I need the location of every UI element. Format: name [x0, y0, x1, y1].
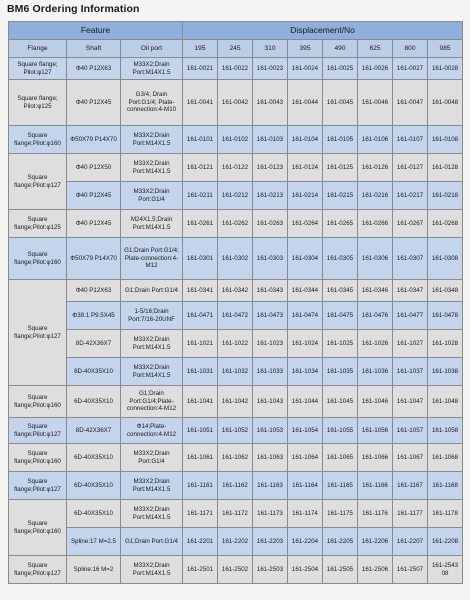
part-number-cell: 161-0042 — [218, 80, 253, 126]
shaft-cell: Spline:17 M=2.5 — [67, 528, 121, 556]
part-number-cell: 161-1025 — [323, 330, 358, 358]
part-number-cell: 161-1038 — [428, 358, 463, 386]
part-number-cell: 161-0025 — [323, 58, 358, 80]
part-number-cell: 161-2507 — [393, 556, 428, 584]
part-number-cell: 161-0213 — [253, 182, 288, 210]
part-number-cell: 161-0043 — [253, 80, 288, 126]
part-number-cell: 161-0214 — [288, 182, 323, 210]
part-number-cell: 161-1176 — [358, 500, 393, 528]
part-number-cell: 161-0127 — [393, 154, 428, 182]
part-number-cell: 161-1031 — [183, 358, 218, 386]
page-title: BM6 Ordering Information — [7, 3, 140, 15]
flange-cell: Square flange;Pilot:φ127 — [9, 154, 67, 210]
part-number-cell: 161-1067 — [393, 444, 428, 472]
size-column-header: 490 — [323, 40, 358, 58]
part-number-cell: 161-1036 — [358, 358, 393, 386]
part-number-cell: 161-2204 — [288, 528, 323, 556]
table-row — [9, 358, 463, 386]
part-number-cell: 161-1052 — [218, 418, 253, 444]
size-column-header: 310 — [253, 40, 288, 58]
part-number-cell: 161-0048 — [428, 80, 463, 126]
part-number-cell: 161-0027 — [393, 58, 428, 80]
part-number-cell: 161-0265 — [323, 210, 358, 238]
part-number-cell: 161-0345 — [323, 280, 358, 302]
flange-cell: Square flange;Pilot:φ127 — [9, 280, 67, 386]
part-number-cell: 161-2207 — [393, 528, 428, 556]
part-number-cell: 161-1174 — [288, 500, 323, 528]
part-number-cell: 161-0346 — [358, 280, 393, 302]
shaft-cell: Φ40 P12X63 — [67, 280, 121, 302]
table-row — [9, 386, 463, 418]
part-number-cell: 161-0102 — [218, 126, 253, 154]
oil-port-cell: G1;Drain Port:G1/4;Plate-connection:4-M12 — [121, 386, 183, 418]
shaft-cell: Spline:16 M=2 — [67, 556, 121, 584]
part-number-cell: 161-0047 — [393, 80, 428, 126]
part-number-cell: 161-2203 — [253, 528, 288, 556]
shaft-cell: 8D-40X35X10 — [67, 358, 121, 386]
feature-header: Feature — [9, 22, 183, 40]
header-row-columns — [9, 40, 463, 58]
part-number-cell: 161-0268 — [428, 210, 463, 238]
part-number-cell: 161-0101 — [183, 126, 218, 154]
part-number-cell: 161-2202 — [218, 528, 253, 556]
part-number-cell: 161-0045 — [323, 80, 358, 126]
flange-cell: Square flange;Pilot:φ160 — [9, 126, 67, 154]
table-row — [9, 80, 463, 126]
part-number-cell: 161-1178 — [428, 500, 463, 528]
part-number-cell: 161-0103 — [253, 126, 288, 154]
shaft-cell: Φ40 P12X45 — [67, 80, 121, 126]
shaft-cell: Φ50X79 P14X70 — [67, 126, 121, 154]
part-number-cell: 161-1044 — [288, 386, 323, 418]
part-number-cell: 161-0264 — [288, 210, 323, 238]
part-number-cell: 161-0028 — [428, 58, 463, 80]
part-number-cell: 161-2505 — [323, 556, 358, 584]
part-number-cell: 161-1057 — [393, 418, 428, 444]
oil-port-cell: M33X2;Drain Port:M14X1.5 — [121, 358, 183, 386]
part-number-cell: 161-0478 — [428, 302, 463, 330]
oil-port-cell: M33X2;Drain Port:M14X1.5 — [121, 556, 183, 584]
part-number-cell: 161-1037 — [393, 358, 428, 386]
part-number-cell: 161-0104 — [288, 126, 323, 154]
part-number-cell: 161-1026 — [358, 330, 393, 358]
part-number-cell: 161-0216 — [358, 182, 393, 210]
part-number-cell: 161-1064 — [288, 444, 323, 472]
part-number-cell: 161-0347 — [393, 280, 428, 302]
part-number-cell: 161-0308 — [428, 238, 463, 280]
oil-port-column-header: Oil port — [121, 40, 183, 58]
flange-cell: Square flange;Pilot:φ160 — [9, 386, 67, 418]
part-number-cell: 161-1045 — [323, 386, 358, 418]
part-number-cell: 161-0304 — [288, 238, 323, 280]
part-number-cell: 161-2504 — [288, 556, 323, 584]
part-number-cell: 161-0125 — [323, 154, 358, 182]
table-row — [9, 126, 463, 154]
part-number-cell: 161-1035 — [323, 358, 358, 386]
part-number-cell: 161-0261 — [183, 210, 218, 238]
part-number-cell: 161-0341 — [183, 280, 218, 302]
shaft-cell: 6D-40X35X10 — [67, 444, 121, 472]
part-number-cell: 161-1058 — [428, 418, 463, 444]
oil-port-cell: G1;Drain Port:G1/4 — [121, 280, 183, 302]
size-column-header: 395 — [288, 40, 323, 58]
table-row — [9, 182, 463, 210]
shaft-cell: 6D-40X35X10 — [67, 472, 121, 500]
header-row-top — [9, 22, 463, 40]
part-number-cell: 161-1047 — [393, 386, 428, 418]
part-number-cell: 161-0105 — [323, 126, 358, 154]
part-number-cell: 161-1066 — [358, 444, 393, 472]
shaft-cell: Φ40 P12X50 — [67, 154, 121, 182]
oil-port-cell: M33X2;Drain Port:M14X1.5 — [121, 58, 183, 80]
table-row — [9, 210, 463, 238]
part-number-cell: 161-0306 — [358, 238, 393, 280]
part-number-cell: 161-2543 08 — [428, 556, 463, 584]
part-number-cell: 161-1051 — [183, 418, 218, 444]
part-number-cell: 161-0471 — [183, 302, 218, 330]
oil-port-cell: M33X2;Drain Port:M14X1.5 — [121, 126, 183, 154]
part-number-cell: 161-2201 — [183, 528, 218, 556]
flange-cell: Square flange;Pilot:φ160 — [9, 500, 67, 556]
part-number-cell: 161-1164 — [288, 472, 323, 500]
flange-cell: Square flange; Pilot:φ125 — [9, 80, 67, 126]
part-number-cell: 161-1042 — [218, 386, 253, 418]
flange-cell: Square flange;Pilot:φ127 — [9, 472, 67, 500]
size-column-header: 800 — [393, 40, 428, 58]
part-number-cell: 161-0021 — [183, 58, 218, 80]
part-number-cell: 161-1163 — [253, 472, 288, 500]
part-number-cell: 161-1054 — [288, 418, 323, 444]
part-number-cell: 161-1023 — [253, 330, 288, 358]
part-number-cell: 161-1172 — [218, 500, 253, 528]
part-number-cell: 161-1061 — [183, 444, 218, 472]
table-row — [9, 302, 463, 330]
oil-port-cell: M33X2;Drain Port:M14X1.5 — [121, 330, 183, 358]
part-number-cell: 161-1175 — [323, 500, 358, 528]
part-number-cell: 161-0476 — [358, 302, 393, 330]
part-number-cell: 161-1034 — [288, 358, 323, 386]
part-number-cell: 161-1033 — [253, 358, 288, 386]
table-row — [9, 528, 463, 556]
part-number-cell: 161-0108 — [428, 126, 463, 154]
part-number-cell: 161-1043 — [253, 386, 288, 418]
part-number-cell: 161-1171 — [183, 500, 218, 528]
table-row — [9, 500, 463, 528]
table-row — [9, 330, 463, 358]
flange-column-header: Flange — [9, 40, 67, 58]
part-number-cell: 161-1162 — [218, 472, 253, 500]
flange-cell: Square flange;Pilot:φ127 — [9, 556, 67, 584]
part-number-cell: 161-0121 — [183, 154, 218, 182]
part-number-cell: 161-1167 — [393, 472, 428, 500]
part-number-cell: 161-0301 — [183, 238, 218, 280]
shaft-cell: Φ40 P12X63 — [67, 58, 121, 80]
part-number-cell: 161-1068 — [428, 444, 463, 472]
flange-cell: Square flange;Pilot:φ160 — [9, 444, 67, 472]
part-number-cell: 161-2502 — [218, 556, 253, 584]
flange-cell: Square flange;Pilot:φ160 — [9, 238, 67, 280]
part-number-cell: 161-1165 — [323, 472, 358, 500]
part-number-cell: 161-0217 — [393, 182, 428, 210]
size-column-header: 195 — [183, 40, 218, 58]
part-number-cell: 161-1028 — [428, 330, 463, 358]
part-number-cell: 161-2206 — [358, 528, 393, 556]
part-number-cell: 161-2506 — [358, 556, 393, 584]
flange-cell: Square flange; Pilot:φ127 — [9, 58, 67, 80]
part-number-cell: 161-1056 — [358, 418, 393, 444]
part-number-cell: 161-0303 — [253, 238, 288, 280]
part-number-cell: 161-1063 — [253, 444, 288, 472]
part-number-cell: 161-0262 — [218, 210, 253, 238]
part-number-cell: 161-0472 — [218, 302, 253, 330]
part-number-cell: 161-1166 — [358, 472, 393, 500]
part-number-cell: 161-0023 — [253, 58, 288, 80]
part-number-cell: 161-0107 — [393, 126, 428, 154]
part-number-cell: 161-1065 — [323, 444, 358, 472]
part-number-cell: 161-1032 — [218, 358, 253, 386]
part-number-cell: 161-1021 — [183, 330, 218, 358]
shaft-cell: 8D-42X36X7 — [67, 418, 121, 444]
part-number-cell: 161-2503 — [253, 556, 288, 584]
flange-cell: Square flange;Pilot:φ127 — [9, 418, 67, 444]
table-row — [9, 58, 463, 80]
part-number-cell: 161-1168 — [428, 472, 463, 500]
size-column-header: 625 — [358, 40, 393, 58]
part-number-cell: 161-1046 — [358, 386, 393, 418]
oil-port-cell: 1-5/16;Drain Port:7/16-20UNF — [121, 302, 183, 330]
oil-port-cell: G3/4; Drain Port:G1/4; Plate-connection:4-M10 — [121, 80, 183, 126]
part-number-cell: 161-1053 — [253, 418, 288, 444]
size-column-header: 245 — [218, 40, 253, 58]
part-number-cell: 161-0212 — [218, 182, 253, 210]
size-column-header: 985 — [428, 40, 463, 58]
part-number-cell: 161-0342 — [218, 280, 253, 302]
part-number-cell: 161-0307 — [393, 238, 428, 280]
table-row — [9, 556, 463, 584]
part-number-cell: 161-0022 — [218, 58, 253, 80]
part-number-cell: 161-0215 — [323, 182, 358, 210]
part-number-cell: 161-1022 — [218, 330, 253, 358]
flange-cell: Square flange;Pilot:φ125 — [9, 210, 67, 238]
shaft-cell: Φ40 P12X45 — [67, 210, 121, 238]
table-row — [9, 418, 463, 444]
part-number-cell: 161-0211 — [183, 182, 218, 210]
shaft-column-header: Shaft — [67, 40, 121, 58]
oil-port-cell: M33X2;Drain Port:G1/4 — [121, 182, 183, 210]
part-number-cell: 161-0477 — [393, 302, 428, 330]
ordering-table — [8, 21, 463, 584]
part-number-cell: 161-0474 — [288, 302, 323, 330]
part-number-cell: 161-0123 — [253, 154, 288, 182]
part-number-cell: 161-1062 — [218, 444, 253, 472]
table-row — [9, 472, 463, 500]
part-number-cell: 161-0343 — [253, 280, 288, 302]
part-number-cell: 161-0302 — [218, 238, 253, 280]
oil-port-cell: G1;Drain Port:G1/4 — [121, 528, 183, 556]
part-number-cell: 161-2205 — [323, 528, 358, 556]
shaft-cell: 6D-40X35X10 — [67, 386, 121, 418]
part-number-cell: 161-1055 — [323, 418, 358, 444]
table-row — [9, 238, 463, 280]
part-number-cell: 161-1024 — [288, 330, 323, 358]
oil-port-cell: M33X2;Drain Port:G1/4 — [121, 444, 183, 472]
part-number-cell: 161-0344 — [288, 280, 323, 302]
part-number-cell: 161-0348 — [428, 280, 463, 302]
shaft-cell: Φ38.1 P9.5X45 — [67, 302, 121, 330]
part-number-cell: 161-2208 — [428, 528, 463, 556]
part-number-cell: 161-0218 — [428, 182, 463, 210]
part-number-cell: 161-1027 — [393, 330, 428, 358]
oil-port-cell: M33X2;Drain Port:M14X1.5 — [121, 500, 183, 528]
part-number-cell: 161-0122 — [218, 154, 253, 182]
part-number-cell: 161-0041 — [183, 80, 218, 126]
table-row — [9, 280, 463, 302]
part-number-cell: 161-1161 — [183, 472, 218, 500]
shaft-cell: Φ50X79 P14X70 — [67, 238, 121, 280]
part-number-cell: 161-0473 — [253, 302, 288, 330]
part-number-cell: 161-0475 — [323, 302, 358, 330]
shaft-cell: 6D-40X35X10 — [67, 500, 121, 528]
oil-port-cell: M24X1.5;Drain Port:M14X1.5 — [121, 210, 183, 238]
part-number-cell: 161-0026 — [358, 58, 393, 80]
part-number-cell: 161-0044 — [288, 80, 323, 126]
part-number-cell: 161-2501 — [183, 556, 218, 584]
part-number-cell: 161-0046 — [358, 80, 393, 126]
shaft-cell: 8D-42X36X7 — [67, 330, 121, 358]
part-number-cell: 161-0266 — [358, 210, 393, 238]
part-number-cell: 161-0124 — [288, 154, 323, 182]
table-row — [9, 154, 463, 182]
table-row — [9, 444, 463, 472]
shaft-cell: Φ40 P12X45 — [67, 182, 121, 210]
part-number-cell: 161-1173 — [253, 500, 288, 528]
part-number-cell: 161-1048 — [428, 386, 463, 418]
displacement-header: Displacement/No — [183, 22, 463, 40]
oil-port-cell: G1;Drain Port:G1/4; Plate-connection:4-M12 — [121, 238, 183, 280]
part-number-cell: 161-0263 — [253, 210, 288, 238]
part-number-cell: 161-0106 — [358, 126, 393, 154]
part-number-cell: 161-0128 — [428, 154, 463, 182]
part-number-cell: 161-0024 — [288, 58, 323, 80]
part-number-cell: 161-0267 — [393, 210, 428, 238]
part-number-cell: 161-0305 — [323, 238, 358, 280]
oil-port-cell: M33X2;Drain Port:M14X1.5 — [121, 154, 183, 182]
part-number-cell: 161-1041 — [183, 386, 218, 418]
oil-port-cell: M33X2;Drain Port:M14X1.5 — [121, 472, 183, 500]
part-number-cell: 161-0126 — [358, 154, 393, 182]
oil-port-cell: Φ14;Plate-connection:4-M12 — [121, 418, 183, 444]
part-number-cell: 161-1177 — [393, 500, 428, 528]
